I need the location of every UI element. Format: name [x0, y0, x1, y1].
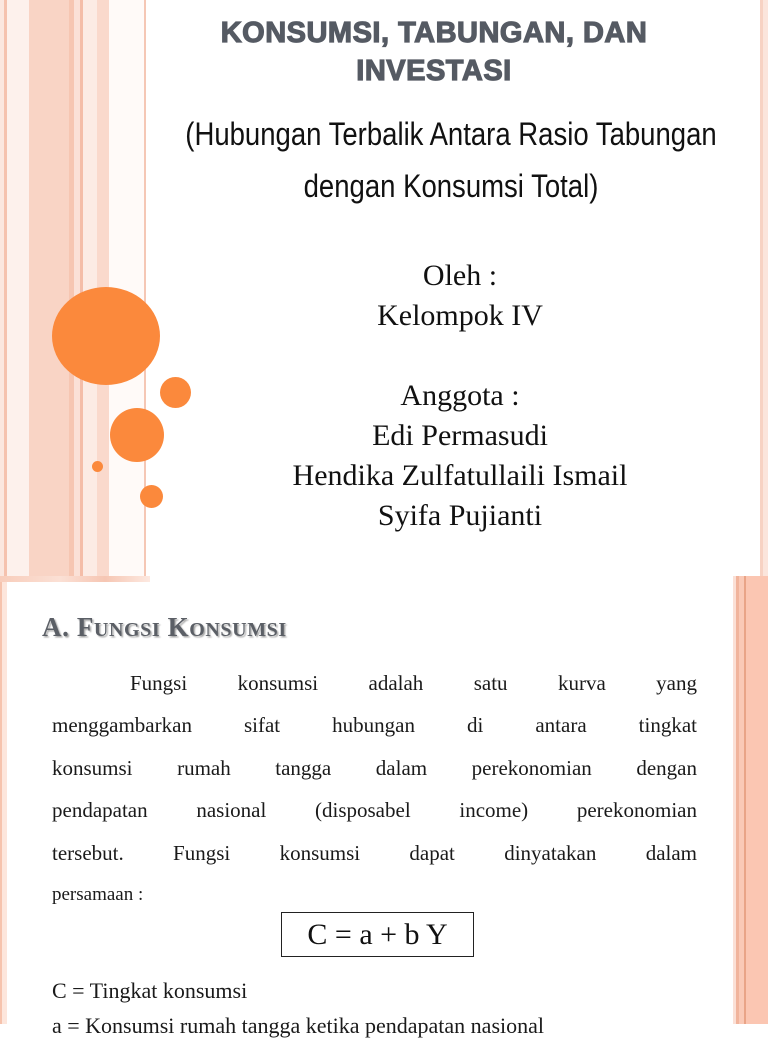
- paragraph-line: persamaan :: [52, 884, 144, 906]
- decorative-top-strip: [0, 576, 150, 582]
- section-heading: A. FUNGSI KONSUMSI: [42, 612, 287, 642]
- decorative-circle-small: [160, 377, 191, 408]
- presentation-title: [150, 14, 718, 90]
- paragraph-line: Fungsi konsumsi adalah satu kurva yang: [130, 671, 697, 695]
- by-label: Oleh :: [422, 259, 498, 292]
- decorative-circle-medium: [110, 408, 164, 462]
- credits-block: [240, 256, 680, 536]
- member-name: Edi Permasudi: [372, 419, 548, 452]
- subtitle-line: dengan Konsumsi Total): [303, 168, 599, 204]
- decorative-circle-tiny: [92, 461, 103, 472]
- group-name: Kelompok IV: [377, 299, 543, 332]
- decorative-circle-large: [52, 287, 160, 385]
- formula-text: C = a + b Y: [307, 917, 448, 951]
- decorative-stripes-left: [0, 0, 150, 576]
- paragraph-line: tersebut. Fungsi konsumsi dapat dinyatakan dalam: [52, 840, 697, 865]
- definition-c: C = Tingkat konsumsi: [52, 978, 248, 1003]
- paragraph-line: konsumsi rumah tangga dalam perekonomian dengan: [52, 755, 697, 780]
- member-name: Syifa Pujianti: [377, 499, 543, 532]
- content-slide: [0, 576, 768, 1038]
- decorative-border-left: [0, 576, 7, 1024]
- formula-box: [281, 912, 474, 957]
- title-line: INVESTASI: [356, 55, 512, 87]
- presentation-subtitle: [184, 108, 719, 212]
- subtitle-line: (Hubungan Terbalik Antara Rasio Tabungan: [185, 116, 717, 152]
- decorative-circle-small-2: [140, 485, 163, 508]
- paragraph-line: menggambarkan sifat hubungan di antara tingkat: [52, 713, 697, 738]
- title-line: KONSUMSI, TABUNGAN, DAN: [220, 17, 648, 49]
- members-label: Anggota :: [400, 379, 520, 412]
- body-paragraph: [52, 662, 697, 916]
- member-name: Hendika Zulfatullaili Ismail: [292, 459, 628, 492]
- decorative-stripes-right: [733, 576, 768, 1024]
- decorative-stripe-right: [760, 0, 768, 576]
- paragraph-line: pendapatan nasional (disposabel income) perekonomian: [52, 798, 697, 823]
- definition-a: a = Konsumsi rumah tangga ketika pendapatan nasional: [52, 1013, 544, 1038]
